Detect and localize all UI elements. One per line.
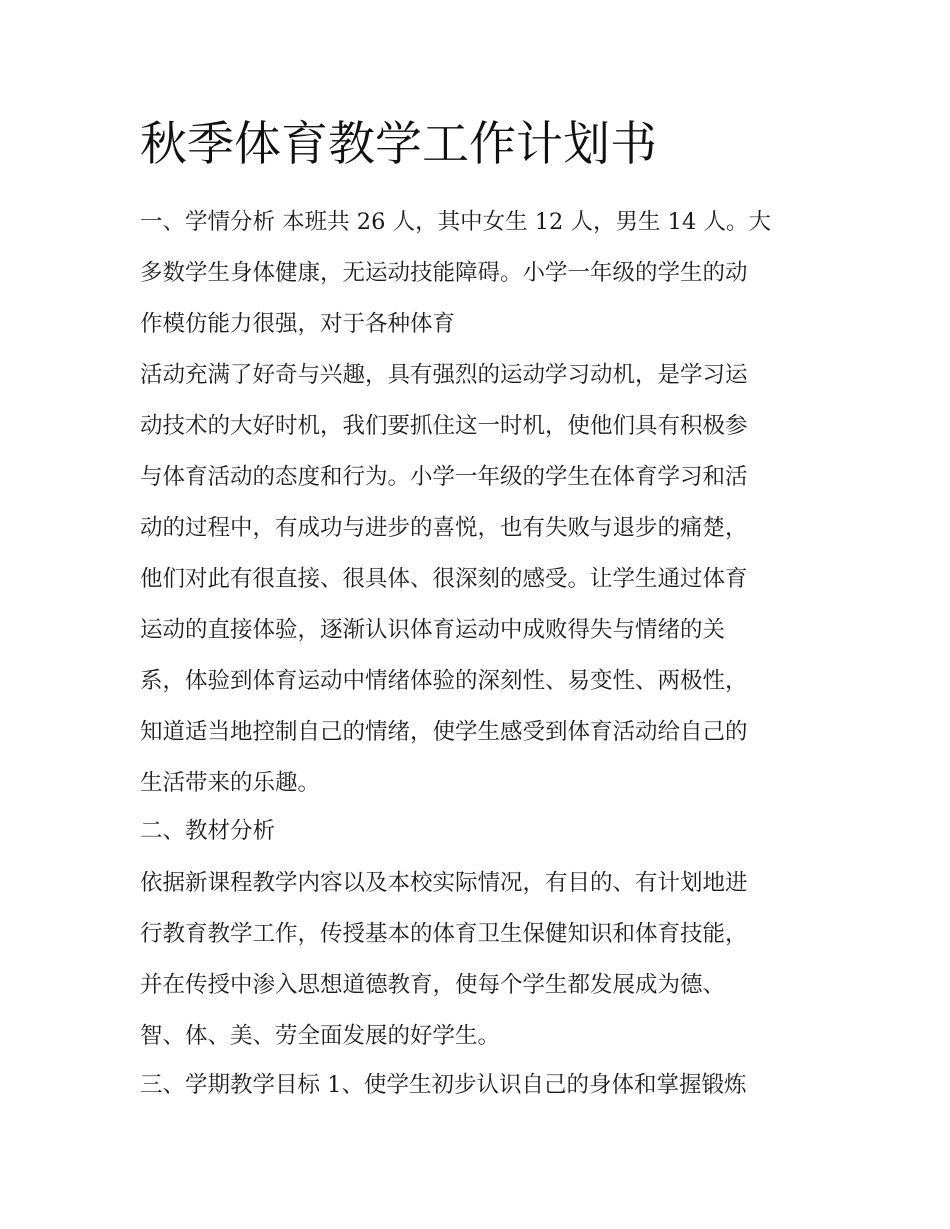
text-line: 一、学情分析 本班共 26 人，其中女生 12 人，男生 14 人。大	[140, 209, 771, 235]
text-line: 活动充满了好奇与兴趣，具有强烈的运动学习动机，是学习运	[140, 362, 748, 388]
text-line: 并在传授中渗入思想道德教育，使每个学生都发展成为德、	[140, 972, 726, 998]
section-heading: 三、学期教学目标 1、使学生初步认识自己的身体和掌握锻炼	[140, 1072, 747, 1098]
text-line: 运动的直接体验，逐渐认识体育运动中成败得失与情绪的关	[140, 617, 726, 643]
text-line: 动的过程中，有成功与进步的喜悦，也有失败与退步的痛楚，	[140, 515, 748, 541]
text-line: 动技术的大好时机，我们要抓住这一时机，使他们具有积极参	[140, 413, 748, 439]
text-line: 智、体、美、劳全面发展的好学生。	[140, 1023, 501, 1049]
text-line: 依据新课程教学内容以及本校实际情况，有目的、有计划地进	[140, 870, 748, 896]
text-line: 他们对此有很直接、很具体、很深刻的感受。让学生通过体育	[140, 566, 748, 592]
text-line: 行教育教学工作，传授基本的体育卫生保健知识和体育技能，	[140, 921, 748, 947]
text-line: 知道适当地控制自己的情绪，使学生感受到体育活动给自己的	[140, 719, 748, 745]
text-line: 生活带来的乐趣。	[140, 770, 321, 796]
text-line: 系，体验到体育运动中情绪体验的深刻性、易变性、两极性，	[140, 668, 748, 694]
page-title: 秋季体育教学工作计划书	[140, 117, 657, 172]
text-line: 多数学生身体健康，无运动技能障碍。小学一年级的学生的动	[140, 260, 748, 286]
text-line: 与体育活动的态度和行为。小学一年级的学生在体育学习和活	[140, 464, 748, 490]
section-heading: 二、教材分析	[140, 818, 276, 844]
text-line: 作模仿能力很强，对于各种体育	[140, 311, 456, 337]
